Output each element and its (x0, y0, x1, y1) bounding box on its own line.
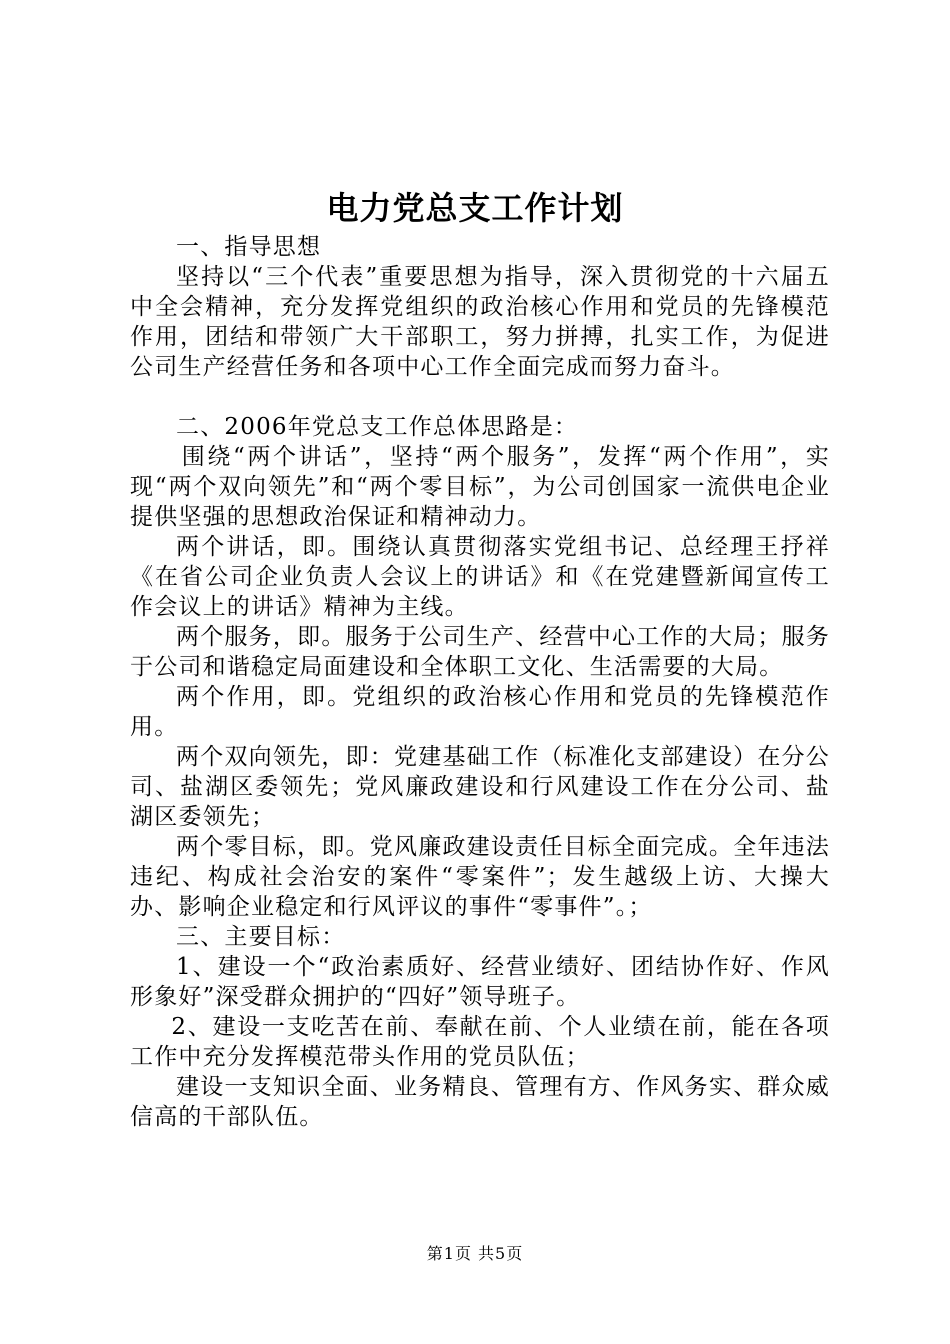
document-title: 电力党总支工作计划 (326, 189, 624, 227)
section-heading-overall-approach: 二、2006年党总支工作总体思路是： (176, 414, 579, 440)
list-item-goal-2: 2、建设一支吃苦在前、奉献在前、个人业绩在前，能在各项工作中充分发挥模范带头作用的党员队伍； (130, 1014, 830, 1070)
paragraph-two-services: 两个服务，即。服务于公司生产、经营中心工作的大局；服务于公司和谐稳定局面建设和全体职工文化、生活需要的大局。 (130, 624, 830, 680)
paragraph-overall-approach: 围绕“两个讲话”，坚持“两个服务”，发挥“两个作用”，实现“两个双向领先”和“两个零目标”，为公司创国家一流供电企业提供坚强的思想政治保证和精神动力。 (130, 444, 830, 530)
paragraph-two-zero-targets: 两个零目标，即。党风廉政建设责任目标全面完成。全年违法违纪、构成社会治安的案件“零案件”；发生越级上访、大操大办、影响企业稳定和行风评议的事件“零事件”。； (130, 834, 830, 920)
list-item-goal-1: 1、建设一个“政治素质好、经营业绩好、团结协作好、作风形象好”深受群众拥护的“四好”领导班子。 (130, 954, 830, 1010)
paragraph-two-roles: 两个作用，即。党组织的政治核心作用和党员的先锋模范作用。 (130, 684, 830, 740)
document-body (130, 232, 830, 1132)
section-heading-guiding-ideology: 一、指导思想 (176, 234, 322, 260)
paragraph-two-leads: 两个双向领先，即：党建基础工作（标准化支部建设）在分公司、盐湖区委领先；党风廉政建设和行风建设工作在分公司、盐湖区委领先； (130, 744, 830, 830)
section-heading-main-goals: 三、主要目标： (176, 924, 346, 950)
paragraph-guiding-ideology: 坚持以“三个代表”重要思想为指导，深入贯彻党的十六届五中全会精神，充分发挥党组织的政治核心作用和党员的先锋模范作用，团结和带领广大干部职工，努力拼搏，扎实工作，为促进公司生产经营任务和各项中心工作全面完成而努力奋斗。 (130, 264, 830, 380)
page-number-footer: 第1页 共5页 (426, 1244, 524, 1263)
paragraph-cadre-team: 建设一支知识全面、业务精良、管理有方、作风务实、群众威信高的干部队伍。 (130, 1074, 830, 1130)
paragraph-two-speeches: 两个讲话，即。围绕认真贯彻落实党组书记、总经理王抒祥《在省公司企业负责人会议上的讲话》和《在党建暨新闻宣传工作会议上的讲话》精神为主线。 (130, 534, 830, 620)
